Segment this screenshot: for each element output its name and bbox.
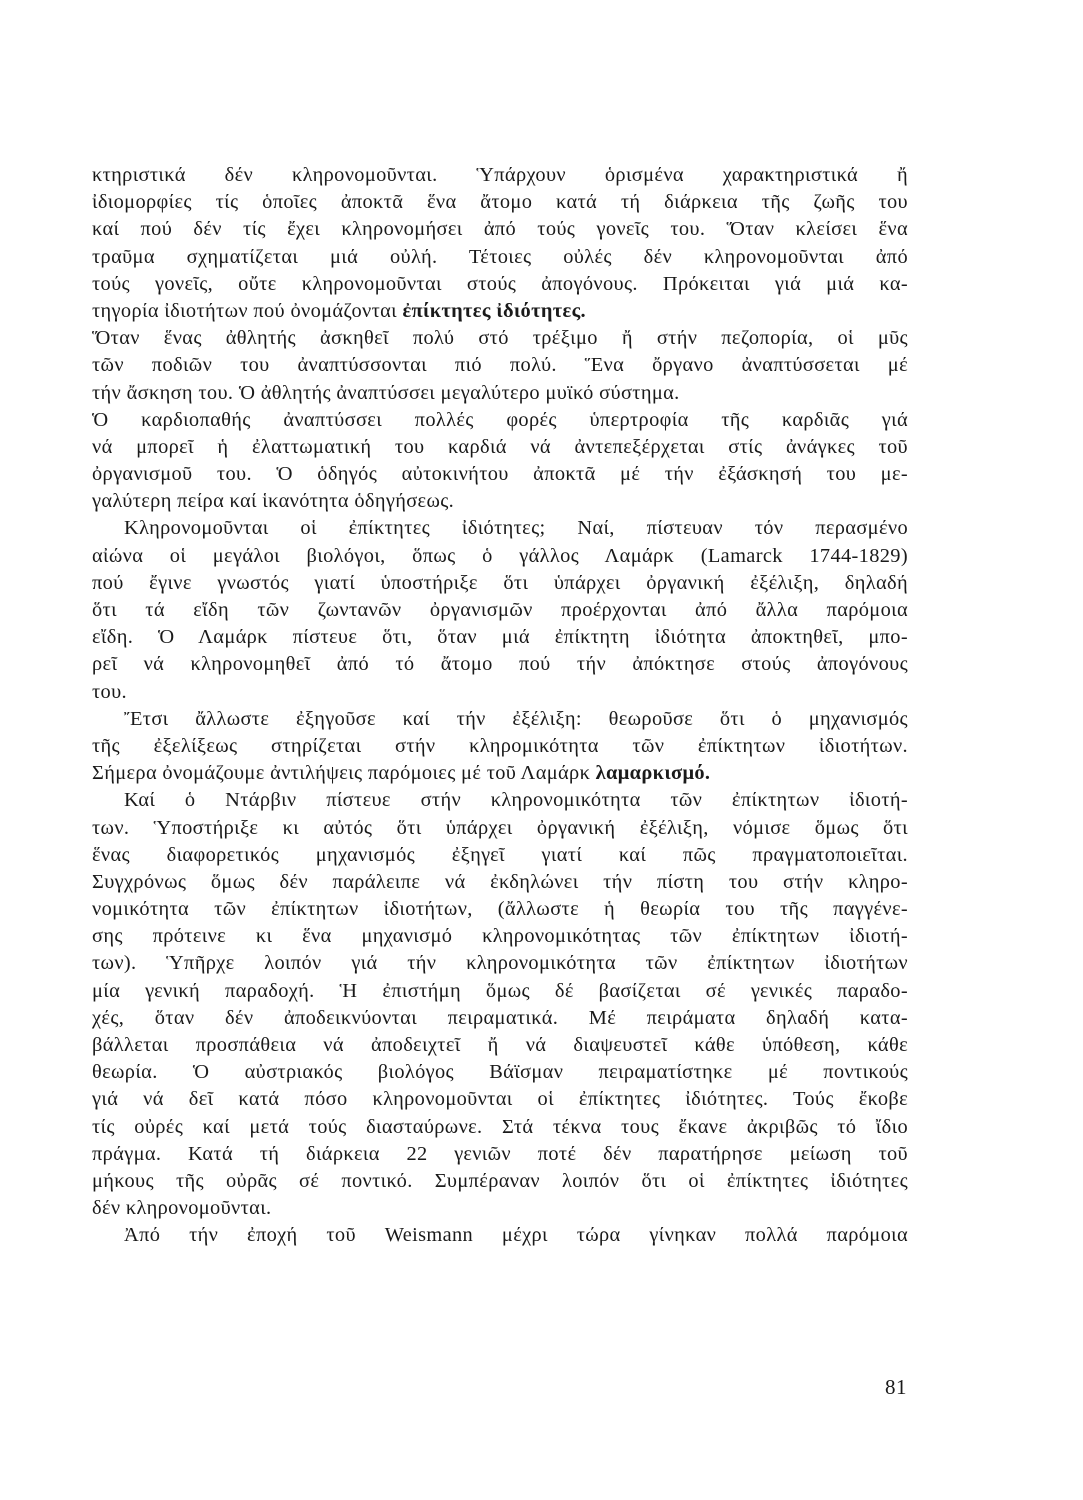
text-line: Ἔτσι ἄλλωστε ἐξηγοῦσε καί τήν ἐξέλιξη: θεωροῦσε ὅτι ὁ μηχανισμός <box>124 707 908 730</box>
text-line: τραῦμα σχηματίζεται μιά οὐλή. Τέτοιες οὐλές δέν κληρονομοῦνται ἀπό <box>92 245 908 268</box>
text-line: τῆς ἐξελίξεως στηρίζεται στήν κληρομικότητα τῶν ἐπίκτητων ἰδιοτήτων. <box>92 734 908 757</box>
text-line: αἰώνα οἱ μεγάλοι βιολόγοι, ὅπως ὁ γάλλος Λαμάρκ (Lamarck 1744-1829) <box>92 544 908 567</box>
text-line: πράγμα. Κατά τή διάρκεια 22 γενιῶν ποτέ δέν παρατήρησε μείωση τοῦ <box>92 1142 908 1165</box>
text-line: σης πρότεινε κι ἕνα μηχανισμό κληρονομικότητας τῶν ἐπίκτητων ἰδιοτή- <box>92 925 908 948</box>
text-line: καί πού δέν τίς ἔχει κληρονομήσει ἀπό τούς γονεῖς του. Ὅταν κλείσει ἕνα <box>92 218 908 241</box>
text-line: τῶν ποδιῶν του ἀναπτύσσονται πιό πολύ. Ἕνα ὄργανο ἀναπτύσσεται μέ <box>92 354 908 377</box>
text-line: βάλλεται προσπάθεια νά ἀποδειχτεῖ ἤ νά διαψευστεῖ κάθε ὑπόθεση, κάθε <box>92 1034 908 1056</box>
bold-term-acquired-traits: ἐπίκτητες ἰδιότητες. <box>402 299 586 322</box>
text-line: ρεῖ νά κληρονομηθεῖ ἀπό τό ἄτομο πού τήν ἀπόκτησε στούς ἀπογόνους <box>92 653 908 676</box>
text-line: των). Ὑπῆρχε λοιπόν γιά τήν κληρονομικότητα τῶν ἐπίκτητων ἰδιοτήτων <box>92 952 908 975</box>
text-line: δέν κληρονομοῦνται. <box>92 1197 272 1220</box>
text-line: θεωρία. Ὁ αὐστριακός βιολόγος Βάϊσμαν πειραματίστηκε μέ ποντικούς <box>92 1061 908 1084</box>
text-line: Καί ὁ Ντάρβιν πίστευε στήν κληρονομικότητα τῶν ἐπίκτητων ἰδιοτή- <box>124 789 908 812</box>
text-line: Ἀπό τήν ἐποχή τοῦ Weismann μέχρι τώρα γίνηκαν πολλά παρόμοια <box>124 1224 908 1247</box>
text-line: των. Ὑποστήριξε κι αὐτός ὅτι ὑπάρχει ὀργανική ἐξέλιξη, νόμισε ὅμως ὅτι <box>92 816 908 839</box>
text-span: Σήμερα ὀνομάζουμε ἀντιλήψεις παρόμοιες μέ τοῦ Λαμάρκ <box>92 762 596 785</box>
text-line: τήν ἄσκηση του. Ὁ ἀθλητής ἀναπτύσσει μεγαλύτερο μυϊκό σύστημα. <box>92 381 680 404</box>
text-line <box>92 760 908 787</box>
text-line: πού ἔγινε γνωστός γιατί ὑποστήριξε ὅτι ὑπάρχει ὀργανική ἐξέλιξη, δηλαδή <box>92 571 908 594</box>
text-line: Ὅταν ἕνας ἀθλητής ἀσκηθεῖ πολύ στό τρέξιμο ἤ στήν πεζοπορία, οἱ μῦς <box>92 327 908 350</box>
text-line: ἕνας διαφορετικός μηχανισμός ἐξηγεῖ γιατί καί πῶς πραγματοποιεῖται. <box>92 843 908 866</box>
text-line: κτηριστικά δέν κληρονομοῦνται. Ὑπάρχουν ὁρισμένα χαρακτηριστικά ἤ <box>92 164 908 186</box>
text-span: τηγορία ἰδιοτήτων πού ὀνομάζονται <box>92 299 403 322</box>
body-text <box>92 162 908 1250</box>
text-line: εἴδη. Ὁ Λαμάρκ πίστευε ὅτι, ὅταν μιά ἐπίκτητη ἰδιότητα ἀποκτηθεῖ, μπο- <box>92 626 908 649</box>
text-line: Κληρονομοῦνται οἱ ἐπίκτητες ἰδιότητες; Ναί, πίστευαν τόν περασμένο <box>124 517 908 540</box>
text-line <box>92 298 908 325</box>
text-line: τούς γονεῖς, οὔτε κληρονομοῦνται στούς ἀπογόνους. Πρόκειται γιά μιά κα- <box>92 272 908 295</box>
text-line: γαλύτερη πείρα καί ἱκανότητα ὁδηγήσεως. <box>92 490 455 513</box>
bold-term-lamarckism: λαμαρκισμό. <box>595 762 711 785</box>
text-line: μία γενική παραδοχή. Ἡ ἐπιστήμη ὅμως δέ βασίζεται σέ γενικές παραδο- <box>92 979 908 1002</box>
text-line: Ὁ καρδιοπαθής ἀναπτύσσει πολλές φορές ὑπερτροφία τῆς καρδιᾶς γιά <box>92 408 908 431</box>
text-line: Συγχρόνως ὅμως δέν παράλειπε νά ἐκδηλώνει τήν πίστη του στήν κληρο- <box>92 870 908 893</box>
page-number: 81 <box>885 1375 907 1399</box>
text-line: γιά νά δεῖ κατά πόσο κληρονομοῦνται οἱ ἐπίκτητες ἰδιότητες. Τούς ἔκοβε <box>92 1088 908 1111</box>
text-line: νομικότητα τῶν ἐπίκτητων ἰδιοτήτων, (ἄλλωστε ἡ θεωρία του τῆς παγγένε- <box>92 898 908 921</box>
text-line: χές, ὅταν δέν ἀποδεικνύονται πειραματικά. Μέ πειράματα δηλαδή κατα- <box>92 1006 908 1029</box>
text-line: ὀργανισμοῦ του. Ὁ ὁδηγός αὐτοκινήτου ἀποκτᾶ μέ τήν ἐξάσκησή του με- <box>92 463 908 486</box>
text-line: του. <box>92 680 127 703</box>
text-line: μήκους τῆς οὐρᾶς σέ ποντικό. Συμπέραναν λοιπόν ὅτι οἱ ἐπίκτητες ἰδιότητες <box>92 1169 908 1192</box>
text-line: νά μπορεῖ ἡ ἐλαττωματική του καρδιά νά ἀντεπεξέρχεται στίς ἀνάγκες τοῦ <box>92 435 908 458</box>
text-line: τίς οὐρές καί μετά τούς διασταύρωνε. Στά τέκνα τους ἔκανε ἀκριβῶς τό ἴδιο <box>92 1115 908 1138</box>
text-line: ὅτι τά εἴδη τῶν ζωντανῶν ὀργανισμῶν προέρχονται ἀπό ἄλλα παρόμοια <box>92 599 908 621</box>
text-line: ἰδιομορφίες τίς ὁποῖες ἀποκτᾶ ἕνα ἄτομο κατά τή διάρκεια τῆς ζωῆς του <box>92 191 908 214</box>
